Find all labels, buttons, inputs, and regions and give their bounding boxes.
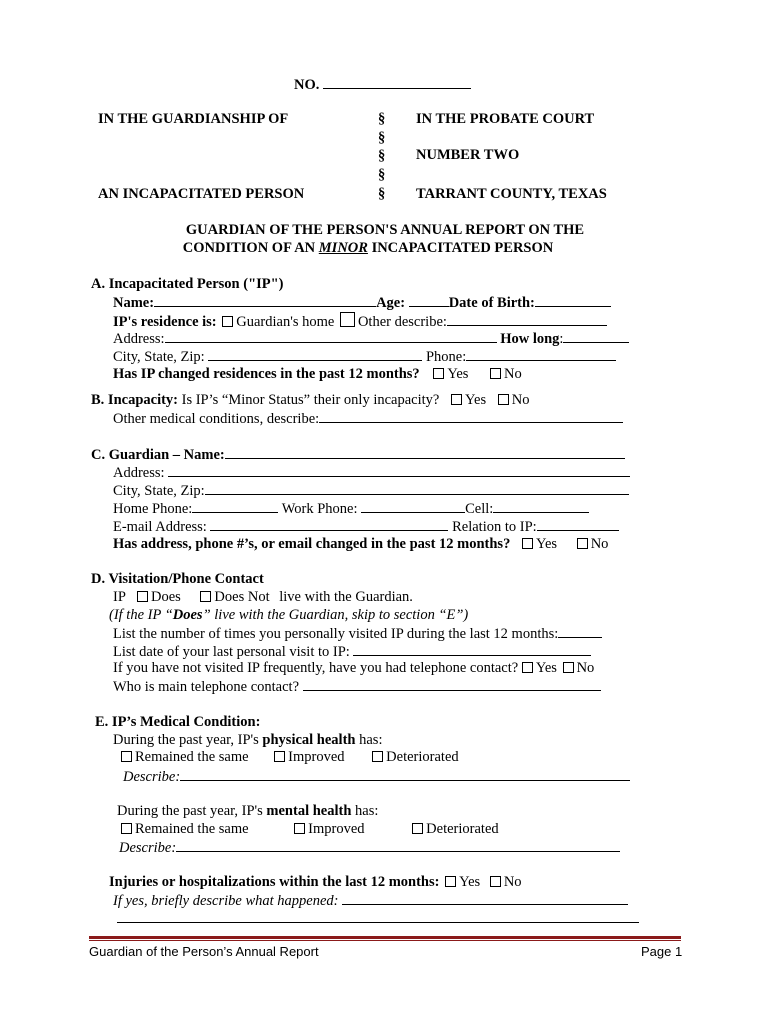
mental-improved-checkbox[interactable] — [294, 823, 305, 834]
section-mark: § — [378, 186, 386, 202]
ip-age-field[interactable] — [409, 294, 449, 307]
mental-health-options: Remained the same Improved Deteriorated — [119, 821, 499, 838]
section-mark: § — [378, 167, 386, 183]
guardian-address-field[interactable] — [168, 464, 630, 477]
ip-city-field[interactable] — [208, 348, 422, 361]
guardian-home-checkbox[interactable] — [222, 316, 233, 327]
section-mark: § — [378, 148, 386, 164]
guardian-changed-yes-checkbox[interactable] — [522, 538, 533, 549]
case-number — [294, 76, 471, 94]
physical-remained-checkbox[interactable] — [121, 751, 132, 762]
ip-name-row: Name: Age: Date of Birth: — [113, 294, 611, 312]
cell-phone-field[interactable] — [493, 500, 589, 513]
caption-left-top: IN THE GUARDIANSHIP OF — [98, 111, 289, 127]
guardian-name-row: C. Guardian – Name: — [91, 446, 625, 464]
how-long-field[interactable] — [563, 330, 629, 343]
other-conditions-row: Other medical conditions, describe: — [113, 410, 623, 428]
guardian-changed-row: Has address, phone #’s, or email changed in the past 12 months? Yes No — [113, 536, 609, 552]
mental-describe-row: Describe: — [119, 839, 620, 857]
residence-changed-yes-checkbox[interactable] — [433, 368, 444, 379]
other-residence-checkbox[interactable] — [340, 312, 355, 327]
caption-right-mid: NUMBER TWO — [416, 147, 520, 163]
mental-describe-field[interactable] — [176, 839, 620, 852]
caption-right-top: IN THE PROBATE COURT — [416, 111, 595, 127]
form-title-line1: GUARDIAN OF THE PERSON'S ANNUAL REPORT ON THE — [185, 222, 585, 238]
mental-deteriorated-checkbox[interactable] — [412, 823, 423, 834]
phone-contact-row: If you have not visited IP frequently, have you had telephone contact? Yes No — [113, 660, 595, 676]
guardian-phones-row: Home Phone: Work Phone: Cell: — [113, 500, 589, 518]
minor-emphasis: MINOR — [318, 240, 368, 256]
ip-address-field[interactable] — [165, 330, 497, 343]
if-yes-extra-row — [117, 910, 639, 928]
minor-only-no-checkbox[interactable] — [498, 394, 509, 405]
if-yes-row: If yes, briefly describe what happened: — [113, 892, 628, 910]
guardian-city-row: City, State, Zip: — [113, 482, 629, 500]
home-phone-field[interactable] — [192, 500, 278, 513]
physical-improved-checkbox[interactable] — [274, 751, 285, 762]
case-number-label: NO. — [294, 77, 320, 93]
form-title-line2: CONDITION OF AN MINOR INCAPACITATED PERSON — [182, 240, 554, 256]
injuries-row: Injuries or hospitalizations within the last 12 months: Yes No — [109, 874, 522, 890]
section-mark: § — [378, 130, 386, 146]
case-number-field[interactable] — [323, 76, 471, 89]
phone-contact-no-checkbox[interactable] — [563, 662, 574, 673]
mental-health-row: During the past year, IP's mental health has: — [117, 803, 379, 819]
physical-health-options: Remained the same Improved Deteriorated — [119, 749, 459, 766]
physical-health-row: During the past year, IP's physical health has: — [113, 732, 383, 748]
email-field[interactable] — [210, 518, 448, 531]
physical-deteriorated-checkbox[interactable] — [372, 751, 383, 762]
injuries-no-checkbox[interactable] — [490, 876, 501, 887]
times-visited-row: List the number of times you personally visited IP during the last 12 months: — [113, 625, 602, 643]
skip-note: (If the IP “Does” live with the Guardian, skip to section “E”) — [109, 607, 469, 623]
section-d-heading: D. Visitation/Phone Contact — [91, 571, 264, 587]
section-a-heading: A. Incapacitated Person ("IP") — [91, 276, 284, 292]
ip-residence-change-row: Has IP changed residences in the past 12 months? Yes No — [113, 366, 522, 382]
section-e-heading: E. IP’s Medical Condition: — [95, 714, 261, 730]
physical-describe-field[interactable] — [180, 768, 630, 781]
footer-rule — [89, 936, 681, 939]
residence-changed-no-checkbox[interactable] — [490, 368, 501, 379]
guardian-city-field[interactable] — [205, 482, 629, 495]
work-phone-field[interactable] — [361, 500, 465, 513]
injuries-yes-checkbox[interactable] — [445, 876, 456, 887]
footer-title: Guardian of the Person’s Annual Report — [89, 944, 319, 959]
guardian-name-field[interactable] — [225, 446, 625, 459]
incapacity-row: B. Incapacity: Is IP’s “Minor Status” their only incapacity? Yes No — [91, 392, 530, 408]
ip-name-field[interactable] — [154, 294, 376, 307]
ip-dob-field[interactable] — [535, 294, 611, 307]
section-mark: § — [378, 111, 386, 127]
main-contact-row: Who is main telephone contact? — [113, 678, 601, 696]
physical-describe-row: Describe: — [123, 768, 630, 786]
minor-only-yes-checkbox[interactable] — [451, 394, 462, 405]
if-yes-field[interactable] — [342, 892, 628, 905]
does-not-live-checkbox[interactable] — [200, 591, 211, 602]
if-yes-extra-field[interactable] — [117, 910, 639, 923]
caption-right-bottom: TARRANT COUNTY, TEXAS — [416, 186, 607, 202]
phone-contact-yes-checkbox[interactable] — [522, 662, 533, 673]
does-live-checkbox[interactable] — [137, 591, 148, 602]
last-visit-field[interactable] — [353, 643, 591, 656]
ip-residence-row: IP's residence is: Guardian's home Other describe: — [113, 312, 607, 331]
guardian-email-row: E-mail Address: Relation to IP: — [113, 518, 619, 536]
main-contact-field[interactable] — [303, 678, 601, 691]
lives-with-row: IP Does Does Not live with the Guardian. — [113, 589, 413, 605]
guardian-address-row: Address: — [113, 464, 630, 482]
mental-remained-checkbox[interactable] — [121, 823, 132, 834]
other-residence-field[interactable] — [447, 313, 607, 326]
page-number: Page 1 — [641, 944, 683, 959]
footer-rule-thin — [89, 940, 681, 941]
times-visited-field[interactable] — [558, 625, 602, 638]
ip-address-row: Address: How long: — [113, 330, 629, 348]
relation-field[interactable] — [537, 518, 619, 531]
last-visit-row: List date of your last personal visit to IP: — [113, 643, 591, 661]
other-conditions-field[interactable] — [319, 410, 623, 423]
ip-city-row: City, State, Zip: Phone: — [113, 348, 616, 366]
ip-phone-field[interactable] — [466, 348, 616, 361]
caption-left-bottom: AN INCAPACITATED PERSON — [98, 186, 305, 202]
guardian-changed-no-checkbox[interactable] — [577, 538, 588, 549]
